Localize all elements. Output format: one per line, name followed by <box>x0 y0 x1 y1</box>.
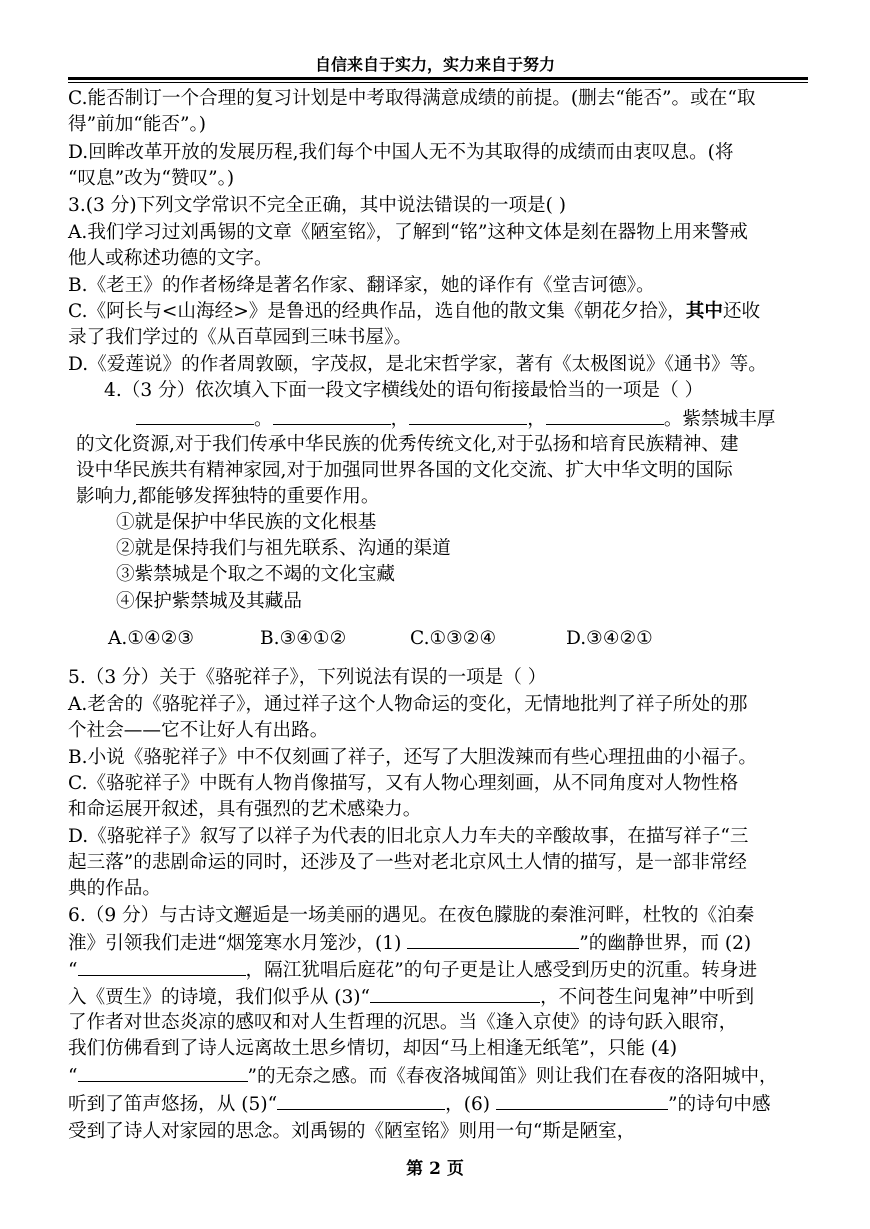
q4-blank-4[interactable] <box>546 406 664 425</box>
q6-line3 <box>68 957 757 984</box>
q6-line6: 我们仿佛看到了诗人远离故土思乡情切，却因“马上相逢无纸笔”，只能 (4) <box>68 1038 678 1059</box>
q4-punct-3: ， <box>527 409 546 430</box>
q3-option-b: B.《老王》的作者杨绛是著名作家、翻译家，她的译作有《堂吉诃德》。 <box>68 275 655 296</box>
q2-option-c-line1: C.能否制订一个合理的复习计划是中考取得满意成绩的前提。(删去“能否”。或在“取 <box>68 88 756 109</box>
q3-option-c-bold: 其中 <box>685 301 723 322</box>
q4-stem: 4.（3 分）依次填入下面一段文字横线处的语句衔接最恰当的一项是（ ） <box>104 380 704 401</box>
q3-option-c-line1 <box>68 299 760 325</box>
q5-option-d-line3: 典的作品。 <box>68 878 161 899</box>
q4-passage-line3: 影响力,都能够发挥独特的重要作用。 <box>76 486 380 507</box>
page-header-slogan: 自信来自于实力，实力来自于努力 <box>314 55 555 74</box>
q5-option-b: B.小说《骆驼祥子》中不仅刻画了祥子，还写了大胆泼辣而有些心理扭曲的小福子。 <box>68 747 757 768</box>
q2-option-d-line2: “叹息”改为“赞叹”。) <box>68 168 235 189</box>
q5-option-c-line2: 和命运展开叙述，具有强烈的艺术感染力。 <box>68 799 422 820</box>
q6-line2 <box>68 930 751 957</box>
q6-line8-text-a: 听到了笛声悠扬，从 (5)“ <box>68 1094 278 1115</box>
q5-option-a-line1: A.老舍的《骆驼祥子》，通过祥子这个人物命运的变化，无情地批判了祥子所处的那 <box>68 694 748 715</box>
q2-option-d-line1: D.回眸改革开放的发展历程,我们每个中国人无不为其取得的成绩而由衷叹息。(将 <box>68 142 734 163</box>
q4-statement-2: ②就是保持我们与祖先联系、沟通的渠道 <box>116 538 451 559</box>
q6-blank-2[interactable] <box>78 957 246 976</box>
header-rule-thin <box>68 82 808 83</box>
q6-blank-1[interactable] <box>407 930 579 949</box>
q4-statement-3: ③紫禁城是个取之不竭的文化宝藏 <box>116 564 395 585</box>
q3-option-c-text-a: C.《阿长与<山海经>》是鲁迅的经典作品，选自他的散文集《朝花夕拾》， <box>68 301 686 322</box>
q6-blank-6[interactable] <box>496 1091 668 1110</box>
q6-blank-3[interactable] <box>370 984 540 1003</box>
q6-line9: 受到了诗人对家园的思念。刘禹锡的《陋室铭》则用一句“斯是陋室， <box>68 1121 636 1142</box>
page-number: 第 2 页 <box>406 1159 464 1179</box>
q5-option-d-line2: 起三落”的悲剧命运的同时，还涉及了一些对老北京风土人情的描写，是一部非常经 <box>68 852 747 873</box>
q5-option-d-line1: D.《骆驼祥子》叙写了以祥子为代表的旧北京人力车夫的辛酸故事，在描写祥子“三 <box>68 826 749 847</box>
q6-stem-line1: 6.（9 分）与古诗文邂逅是一场美丽的遇见。在夜色朦胧的秦淮河畔，杜牧的《泊秦 <box>68 905 755 926</box>
q6-line3-quote: “ <box>68 960 78 981</box>
q4-blank-1[interactable] <box>136 406 254 425</box>
q6-line2-text-b: ”的幽静世界，而 (2) <box>579 933 752 954</box>
q6-line4-text-b: ，不问苍生问鬼神”中听到 <box>540 987 755 1008</box>
q6-line2-text-a: 淮》引领我们走进“烟笼寒水月笼沙，(1) <box>68 933 408 954</box>
q3-stem: 3.(3 分)下列文学常识不完全正确，其中说法错误的一项是( ) <box>68 195 567 216</box>
q4-answer-c[interactable]: C.①③②④ <box>410 628 497 649</box>
q3-option-a-line2: 他人或称述功德的文字。 <box>68 248 273 269</box>
q3-option-d: D.《爱莲说》的作者周敦颐，字茂叔，是北宋哲学家，著有《太极图说》《通书》等。 <box>68 354 767 375</box>
q6-line4 <box>68 984 754 1011</box>
q4-punct-1: 。 <box>254 409 273 430</box>
q6-line7-text: ”的无奈之感。而《春夜洛城闻笛》则让我们在春夜的洛阳城中， <box>247 1066 778 1087</box>
q6-blank-5[interactable] <box>277 1091 445 1110</box>
q6-line7-quote: “ <box>68 1066 78 1087</box>
q4-text-end: 。紫禁城丰厚 <box>663 409 776 430</box>
q5-option-a-line2: 个社会——它不让好人有出路。 <box>68 720 329 741</box>
q4-punct-2: ， <box>390 409 410 430</box>
q4-blank-2[interactable] <box>273 406 391 425</box>
q4-passage-line2: 设中华民族共有精神家园,对于加强同世界各国的文化交流、扩大中华文明的国际 <box>76 460 733 481</box>
q4-statement-4: ④保护紫禁城及其藏品 <box>116 591 302 612</box>
q6-blank-4[interactable] <box>78 1063 248 1082</box>
q5-stem: 5.（3 分）关于《骆驼祥子》，下列说法有误的一项是（ ） <box>68 667 547 688</box>
q5-option-c-line1: C.《骆驼祥子》中既有人物肖像描写，又有人物心理刻画，从不同角度对人物性格 <box>68 773 739 794</box>
q3-option-c-line2: 录了我们学过的《从百草园到三味书屋》。 <box>68 327 412 348</box>
q4-answer-a[interactable]: A.①④②③ <box>108 628 195 649</box>
q6-line7 <box>68 1063 778 1090</box>
q4-answer-d[interactable]: D.③④②① <box>566 628 653 649</box>
q3-option-a-line1: A.我们学习过刘禹锡的文章《陋室铭》，了解到“铭”这种文体是刻在器物上用来警戒 <box>68 222 748 243</box>
header-rule-thick <box>68 77 808 80</box>
q6-line3-text: ，隔江犹唱后庭花”的句子更是让人感受到历史的沉重。转身进 <box>245 960 758 981</box>
q6-line8-text-b: ，(6) <box>445 1094 496 1115</box>
q6-line4-text-a: 入《贾生》的诗境，我们似乎从 (3)“ <box>68 987 371 1008</box>
q6-line8 <box>68 1091 770 1118</box>
q4-blank-3[interactable] <box>409 406 527 425</box>
q3-option-c-text-b: 还收 <box>722 301 761 322</box>
q4-statement-1: ①就是保护中华民族的文化根基 <box>116 512 377 533</box>
q4-answer-b[interactable]: B.③④①② <box>260 628 347 649</box>
q4-passage-line1: 的文化资源,对于我们传承中华民族的优秀传统文化,对于弘扬和培育民族精神、建 <box>76 434 739 455</box>
q6-line8-text-c: ”的诗句中感 <box>667 1094 771 1115</box>
q2-option-c-line2: 得”前加“能否”。) <box>68 114 207 135</box>
q6-line5: 了作者对世态炎凉的感叹和对人生哲理的沉思。当《逢入京使》的诗句跃入眼帘， <box>68 1012 738 1033</box>
q4-blanks-line <box>136 406 775 433</box>
